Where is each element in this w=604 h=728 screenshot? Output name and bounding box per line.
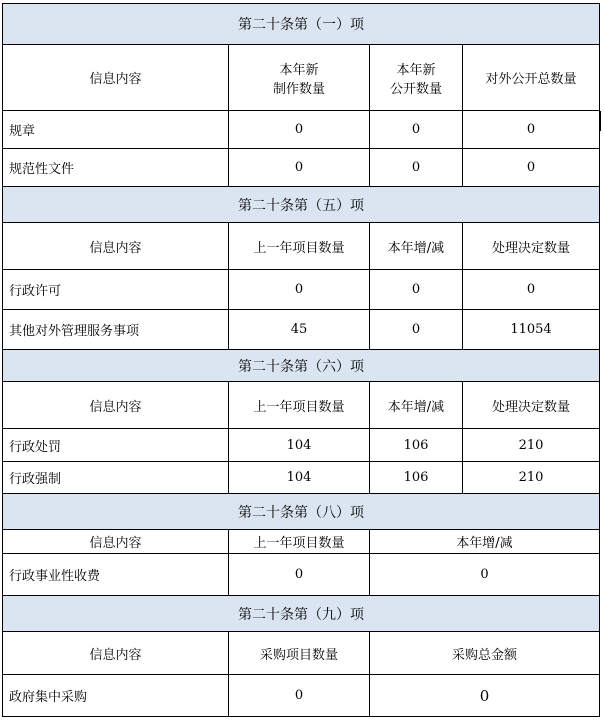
cell-value: 0 (463, 270, 600, 310)
header-cell: 采购项目数量 (229, 632, 370, 675)
cell-value: 0 (370, 310, 463, 350)
cell-value: 104 (229, 462, 370, 494)
header-cell: 上一年项目数量 (229, 223, 370, 270)
header-cell: 本年增/减 (370, 530, 600, 554)
header-cell: 处理决定数量 (463, 223, 600, 270)
table-row (3, 429, 600, 462)
border-fragment (599, 111, 601, 131)
table-row (3, 149, 600, 187)
header-row (3, 632, 600, 675)
cell-value: 45 (229, 310, 370, 350)
cell-value: 210 (463, 462, 600, 494)
row-label: 行政强制 (3, 462, 229, 494)
header-cell: 处理决定数量 (463, 382, 600, 429)
table-row (3, 270, 600, 310)
section-title: 第二十条第（八）项 (3, 494, 600, 530)
row-label: 其他对外管理服务事项 (3, 310, 229, 350)
section-title-row (3, 4, 600, 45)
header-cell: 本年增/减 (370, 382, 463, 429)
cell-value: 0 (229, 111, 370, 149)
section-title-row (3, 596, 600, 632)
header-cell: 采购总金额 (370, 632, 600, 675)
header-row (3, 223, 600, 270)
row-label: 规范性文件 (3, 149, 229, 187)
cell-value: 0 (229, 675, 370, 717)
cell-value: 0 (370, 149, 463, 187)
section-title: 第二十条第（五）项 (3, 187, 600, 223)
header-cell: 本年增/减 (370, 223, 463, 270)
cell-value: 0 (463, 149, 600, 187)
table-row (3, 462, 600, 494)
cell-value: 0 (229, 554, 370, 596)
cell-value: 104 (229, 429, 370, 462)
header-cell: 信息内容 (3, 632, 229, 675)
row-label: 行政处罚 (3, 429, 229, 462)
section-title: 第二十条第（六）项 (3, 350, 600, 382)
header-cell: 信息内容 (3, 45, 229, 111)
header-cell: 信息内容 (3, 223, 229, 270)
section-title: 第二十条第（一）项 (3, 4, 600, 45)
disclosure-table (2, 3, 600, 717)
section-title-row (3, 187, 600, 223)
row-label: 规章 (3, 111, 229, 149)
header-row (3, 530, 600, 554)
cell-value: 11054 (463, 310, 600, 350)
cell-value: 0 (370, 270, 463, 310)
section-title-row (3, 494, 600, 530)
header-cell: 上一年项目数量 (229, 382, 370, 429)
header-cell: 对外公开总数量 (463, 45, 600, 111)
cell-value: 0 (463, 111, 600, 149)
row-label: 行政许可 (3, 270, 229, 310)
header-cell: 本年新 制作数量 (229, 45, 370, 111)
header-cell: 信息内容 (3, 530, 229, 554)
section-title: 第二十条第（九）项 (3, 596, 600, 632)
cell-value: 0 (229, 270, 370, 310)
cell-value: 0 (229, 149, 370, 187)
table-row (3, 310, 600, 350)
cell-value: 210 (463, 429, 600, 462)
header-cell: 本年新 公开数量 (370, 45, 463, 111)
table-row (3, 111, 600, 149)
cell-value: 106 (370, 429, 463, 462)
row-label: 行政事业性收费 (3, 554, 229, 596)
table-row (3, 675, 600, 717)
table-row (3, 554, 600, 596)
cell-value: 0 (370, 111, 463, 149)
header-row (3, 45, 600, 111)
header-cell: 信息内容 (3, 382, 229, 429)
section-title-row (3, 350, 600, 382)
header-cell: 上一年项目数量 (229, 530, 370, 554)
header-row (3, 382, 600, 429)
cell-value: 0 (370, 675, 600, 717)
row-label: 政府集中采购 (3, 675, 229, 717)
cell-value: 0 (370, 554, 600, 596)
cell-value: 106 (370, 462, 463, 494)
